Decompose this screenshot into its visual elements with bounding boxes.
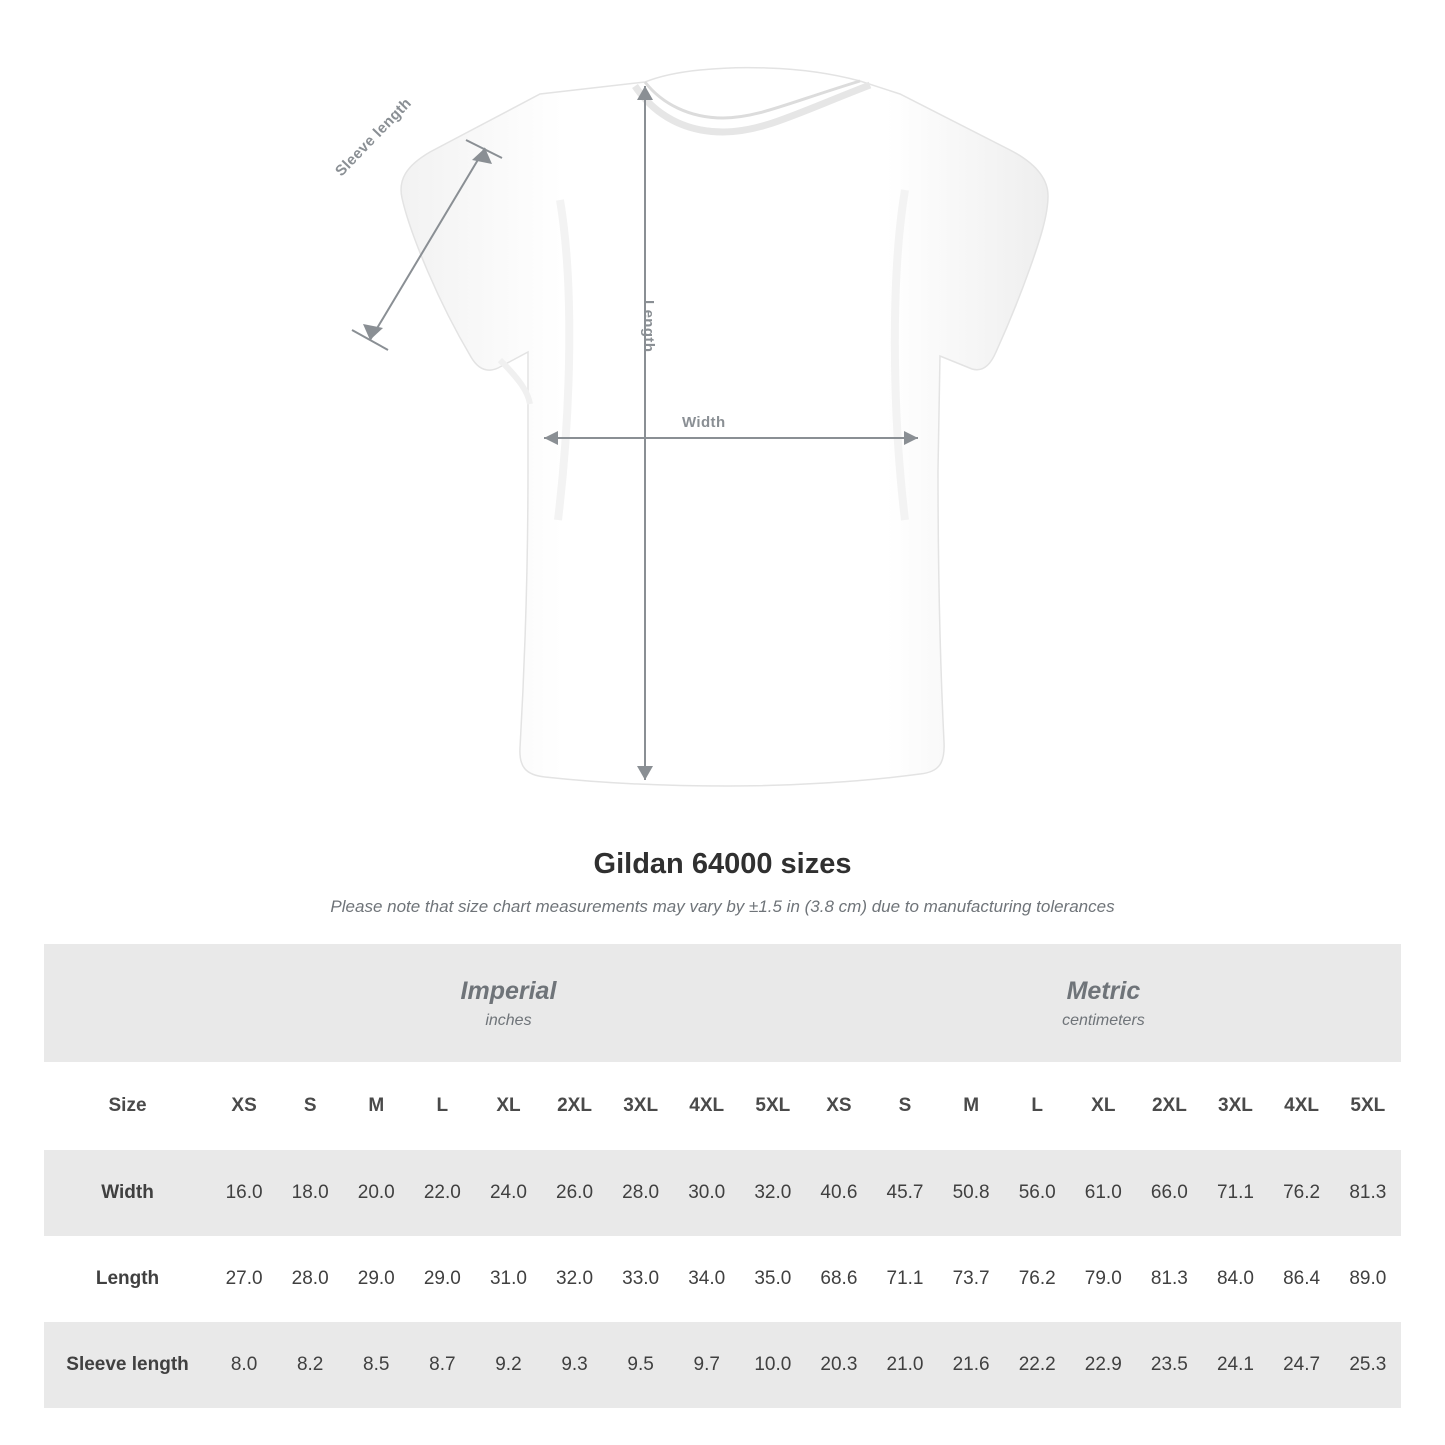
cell-length-imperial-5xl: 35.0: [740, 1236, 806, 1322]
cell-sleeve-metric-3xl: 24.1: [1202, 1322, 1268, 1408]
cell-width-imperial-4xl: 30.0: [674, 1150, 740, 1236]
shirt-sleeve-hem-left: [500, 360, 530, 404]
cell-length-imperial-3xl: 33.0: [608, 1236, 674, 1322]
header-metric-m: M: [938, 1062, 1004, 1150]
header-imperial-4xl: 4XL: [674, 1062, 740, 1150]
header-imperial-l: L: [409, 1062, 475, 1150]
cell-length-imperial-4xl: 34.0: [674, 1236, 740, 1322]
cell-sleeve-metric-xs: 20.3: [806, 1322, 872, 1408]
cell-width-imperial-xs: 16.0: [211, 1150, 277, 1236]
cell-sleeve-imperial-4xl: 9.7: [674, 1322, 740, 1408]
header-metric-l: L: [1004, 1062, 1070, 1150]
cell-length-metric-s: 71.1: [872, 1236, 938, 1322]
header-size: Size: [44, 1062, 211, 1150]
metric-title: Metric: [1066, 977, 1141, 1006]
cell-width-imperial-xl: 24.0: [475, 1150, 541, 1236]
imperial-subtitle: inches: [485, 1011, 532, 1029]
sleeve-length-label: Sleeve length: [332, 94, 416, 180]
cell-width-metric-2xl: 66.0: [1136, 1150, 1202, 1236]
header-imperial-3xl: 3XL: [608, 1062, 674, 1150]
header-imperial-2xl: 2XL: [542, 1062, 608, 1150]
row-label-length: Length: [44, 1236, 211, 1322]
cell-width-metric-l: 56.0: [1004, 1150, 1070, 1236]
row-label-sleeve-length: Sleeve length: [44, 1322, 211, 1408]
cell-width-imperial-m: 20.0: [343, 1150, 409, 1236]
header-imperial-s: S: [277, 1062, 343, 1150]
table-row: [44, 1236, 1401, 1322]
cell-width-metric-s: 45.7: [872, 1150, 938, 1236]
cell-width-metric-xl: 61.0: [1070, 1150, 1136, 1236]
unit-header-row: [44, 944, 1401, 1062]
cell-width-metric-m: 50.8: [938, 1150, 1004, 1236]
size-table: [44, 944, 1401, 1408]
header-metric-2xl: 2XL: [1136, 1062, 1202, 1150]
cell-length-metric-4xl: 86.4: [1269, 1236, 1335, 1322]
cell-sleeve-metric-xl: 22.9: [1070, 1322, 1136, 1408]
cell-length-imperial-2xl: 32.0: [542, 1236, 608, 1322]
page-title: Gildan 64000 sizes: [593, 848, 852, 880]
length-label: Length: [640, 300, 657, 353]
cell-width-imperial-3xl: 28.0: [608, 1150, 674, 1236]
cell-sleeve-metric-l: 22.2: [1004, 1322, 1070, 1408]
cell-length-metric-2xl: 81.3: [1136, 1236, 1202, 1322]
header-imperial-xs: XS: [211, 1062, 277, 1150]
cell-sleeve-metric-4xl: 24.7: [1269, 1322, 1335, 1408]
cell-sleeve-imperial-2xl: 9.3: [542, 1322, 608, 1408]
header-metric-xl: XL: [1070, 1062, 1136, 1150]
cell-sleeve-imperial-5xl: 10.0: [740, 1322, 806, 1408]
cell-width-metric-3xl: 71.1: [1202, 1150, 1268, 1236]
cell-length-metric-l: 76.2: [1004, 1236, 1070, 1322]
width-label: Width: [682, 414, 726, 431]
cell-length-metric-5xl: 89.0: [1335, 1236, 1401, 1322]
cell-sleeve-imperial-s: 8.2: [277, 1322, 343, 1408]
cell-length-metric-3xl: 84.0: [1202, 1236, 1268, 1322]
unit-header-spacer: [44, 944, 211, 1062]
cell-length-imperial-xs: 27.0: [211, 1236, 277, 1322]
cell-sleeve-metric-2xl: 23.5: [1136, 1322, 1202, 1408]
cell-width-imperial-5xl: 32.0: [740, 1150, 806, 1236]
size-table-wrapper: [44, 944, 1401, 1408]
header-imperial-xl: XL: [475, 1062, 541, 1150]
cell-length-imperial-s: 28.0: [277, 1236, 343, 1322]
cell-length-imperial-m: 29.0: [343, 1236, 409, 1322]
cell-width-metric-5xl: 81.3: [1335, 1150, 1401, 1236]
imperial-header: [211, 944, 806, 1062]
header-metric-s: S: [872, 1062, 938, 1150]
cell-sleeve-metric-m: 21.6: [938, 1322, 1004, 1408]
cell-width-imperial-l: 22.0: [409, 1150, 475, 1236]
cell-length-metric-xl: 79.0: [1070, 1236, 1136, 1322]
cell-sleeve-imperial-xl: 9.2: [475, 1322, 541, 1408]
header-metric-3xl: 3XL: [1202, 1062, 1268, 1150]
cell-sleeve-metric-5xl: 25.3: [1335, 1322, 1401, 1408]
header-metric-5xl: 5XL: [1335, 1062, 1401, 1150]
cell-width-imperial-2xl: 26.0: [542, 1150, 608, 1236]
cell-sleeve-imperial-l: 8.7: [409, 1322, 475, 1408]
imperial-title: Imperial: [460, 977, 557, 1006]
cell-width-metric-4xl: 76.2: [1269, 1150, 1335, 1236]
cell-sleeve-imperial-3xl: 9.5: [608, 1322, 674, 1408]
header-metric-4xl: 4XL: [1269, 1062, 1335, 1150]
header-imperial-5xl: 5XL: [740, 1062, 806, 1150]
metric-header: [806, 944, 1401, 1062]
cell-sleeve-imperial-xs: 8.0: [211, 1322, 277, 1408]
cell-width-metric-xs: 40.6: [806, 1150, 872, 1236]
table-row: [44, 1150, 1401, 1236]
cell-length-metric-xs: 68.6: [806, 1236, 872, 1322]
row-label-width: Width: [44, 1150, 211, 1236]
cell-sleeve-imperial-m: 8.5: [343, 1322, 409, 1408]
cell-length-imperial-l: 29.0: [409, 1236, 475, 1322]
cell-length-metric-m: 73.7: [938, 1236, 1004, 1322]
tolerance-note: Please note that size chart measurements may vary by ±1.5 in (3.8 cm) due to manufacturing tolerances: [330, 897, 1115, 916]
cell-width-imperial-s: 18.0: [277, 1150, 343, 1236]
table-row: [44, 1322, 1401, 1408]
metric-subtitle: centimeters: [1062, 1011, 1145, 1029]
header-imperial-m: M: [343, 1062, 409, 1150]
cell-length-imperial-xl: 31.0: [475, 1236, 541, 1322]
size-header-row: [44, 1062, 1401, 1150]
header-metric-xs: XS: [806, 1062, 872, 1150]
cell-sleeve-metric-s: 21.0: [872, 1322, 938, 1408]
